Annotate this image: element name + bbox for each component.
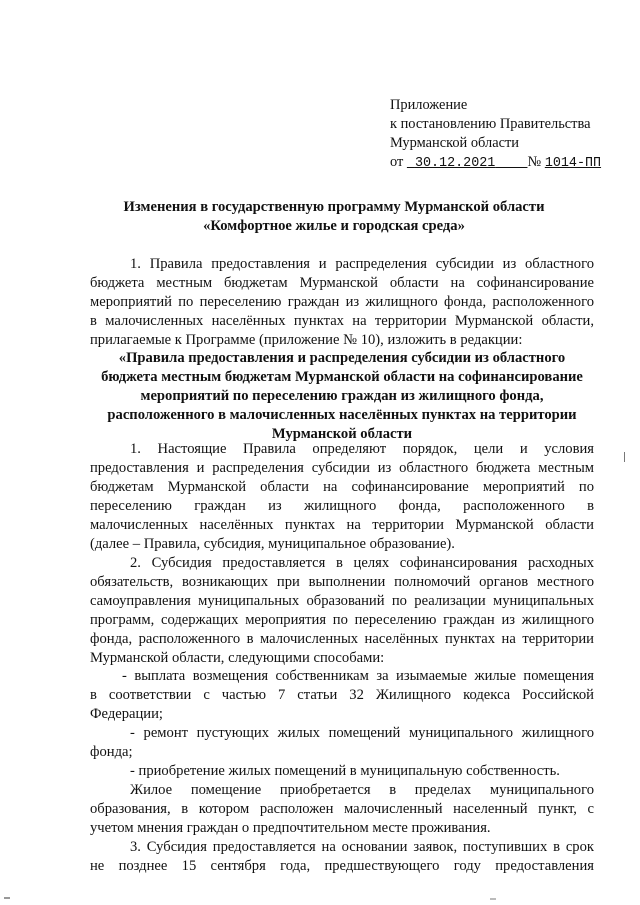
appendix-line-3: Мурманской области (390, 135, 519, 151)
rules-title (90, 349, 594, 444)
text-line: фонда, расположенного в малочисленных населённых пунктах на территории (90, 630, 594, 647)
text-line: 1. Настоящие Правила определяют порядок, цели и условия (130, 441, 594, 457)
scan-speck (4, 897, 10, 899)
document-title (60, 198, 608, 236)
decree-date: 30.12.2021 (414, 156, 496, 171)
text-line: (далее – Правила, субсидия, муниципальное образование). (90, 535, 455, 552)
rules-title-line: «Правила предоставления и распределения субсидии из областного (118, 350, 566, 366)
housing-paragraph (90, 781, 594, 838)
appendix-block (390, 96, 601, 173)
bullet-2 (90, 724, 594, 762)
scan-margin-mark (624, 452, 625, 462)
text-line: бюджетам Мурманской области на софинансирование мероприятий по (90, 478, 594, 495)
bullet-3 (90, 762, 594, 781)
paragraph-1 (90, 440, 594, 553)
paragraph-2 (90, 554, 594, 667)
rules-title-line: Мурманской области (271, 425, 413, 442)
text-line: 2. Субсидия предоставляется в целях софинансирования расходных (130, 555, 594, 571)
paragraph-3 (90, 838, 594, 876)
text-line: обязательств, возникающих при выполнении полномочий органов местного (90, 573, 594, 590)
text-line: Жилое помещение приобретается в пределах муниципального (130, 782, 594, 798)
text-line: малочисленных населённых пунктах на территории Мурманской области (90, 516, 594, 533)
text-line: в соответствии с частью 7 статьи 32 Жилищного кодекса Российской (90, 686, 594, 703)
text-line: образования, в котором расположен малочисленный населенный пункт, с (90, 800, 594, 817)
text-line: 3. Субсидия предоставляется на основании заявок, поступивших в срок (130, 839, 594, 855)
text-line: не позднее 15 сентября года, предшествующего году предоставления (90, 857, 594, 874)
text-line: - выплата возмещения собственникам за изымаемые жилые помещения (122, 668, 594, 684)
text-line: в малочисленных населённых пунктах на территории Мурманской области, (90, 312, 594, 329)
text-line: самоуправления муниципальных образований по реализации муниципальных (90, 592, 594, 609)
text-line: Мурманской области, следующими способами: (90, 649, 385, 666)
text-line: прилагаемые к Программе (приложение № 10), изложить в редакции: (90, 331, 523, 348)
text-line: мероприятий по переселению граждан из жилищного фонда, расположенного (90, 293, 594, 310)
text-line: учетом мнения граждан о предпочтительном месте проживания. (90, 819, 491, 836)
decree-number: 1014-ПП (544, 156, 602, 171)
text-line: 1. Правила предоставления и распределения субсидии из областного (130, 256, 594, 272)
intro-paragraph (90, 255, 594, 350)
text-line: переселению граждан из жилищного фонда, расположенного в (90, 497, 594, 514)
rules-title-line: мероприятий по переселению граждан из жилищного фонда, (140, 387, 544, 404)
number-label: № (527, 154, 542, 170)
from-label: от (390, 154, 404, 170)
text-line: предоставления и распределения субсидии из областного бюджета местным (90, 459, 594, 476)
appendix-date-line (390, 153, 601, 173)
appendix-line-2: к постановлению Правительства (390, 116, 591, 132)
text-line: программ, содержащих мероприятия по переселению граждан из жилищного (90, 611, 594, 628)
text-line: Федерации; (90, 705, 163, 722)
rules-title-line: расположенного в малочисленных населённых пунктах на территории (107, 406, 577, 423)
appendix-line-1: Приложение (390, 97, 468, 113)
title-line-2: «Комфортное жилье и городская среда» (203, 218, 465, 234)
rules-title-line: бюджета местным бюджетам Мурманской области на софинансирование (101, 368, 583, 385)
text-line: - приобретение жилых помещений в муниципальную собственность. (130, 763, 560, 779)
title-line-1: Изменения в государственную программу Мурманской области (123, 199, 545, 215)
text-line: бюджета местным бюджетам Мурманской области на софинансирование (90, 274, 594, 291)
scan-speck (490, 898, 496, 900)
text-line: - ремонт пустующих жилых помещений муниципального жилищного (130, 725, 594, 741)
text-line: фонда; (90, 743, 133, 760)
bullet-1 (90, 667, 594, 724)
